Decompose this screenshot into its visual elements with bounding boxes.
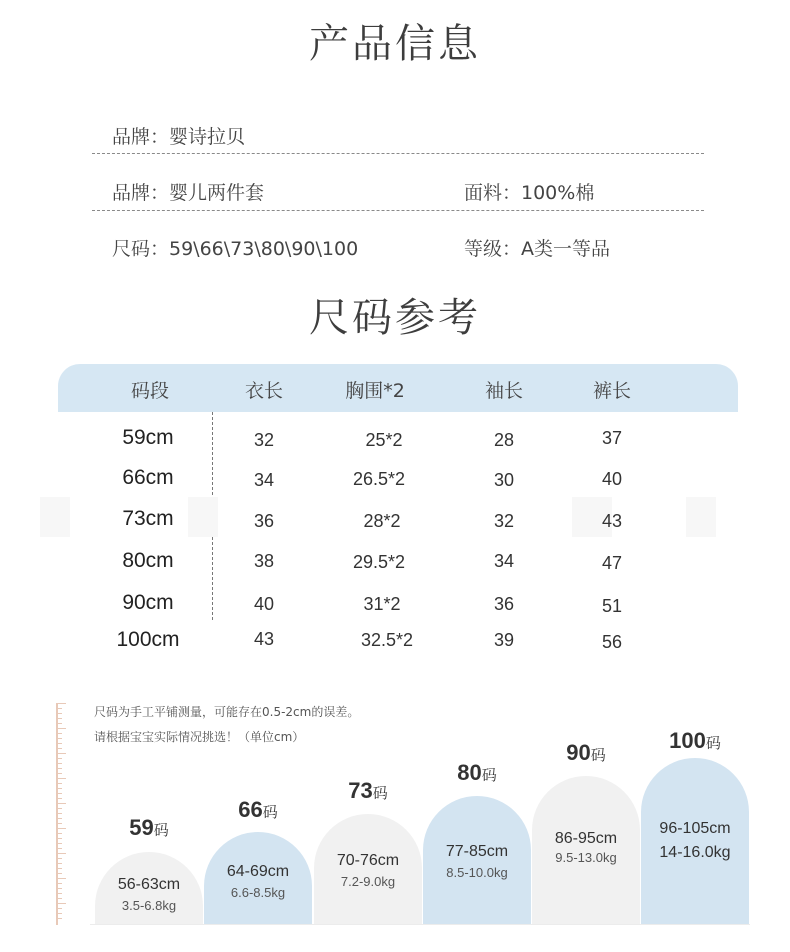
height-range: 56-63cm <box>117 876 181 893</box>
size-number: 73 <box>348 778 373 803</box>
weight-range: 7.2-9.0kg <box>340 874 396 889</box>
product-type-text: 品牌：婴儿两件套 <box>112 182 265 204</box>
ruler-tick <box>56 863 62 864</box>
ruler-tick <box>56 913 62 914</box>
ruler-tick <box>56 848 62 849</box>
ruler-tick <box>56 803 66 804</box>
size-cell: 80cm <box>122 549 174 572</box>
grade-text: 等级：A类一等品 <box>464 238 610 260</box>
ruler-tick <box>56 713 62 714</box>
size-unit: 码 <box>262 804 278 821</box>
size-number: 59 <box>129 815 154 840</box>
ruler-tick <box>56 798 62 799</box>
decoration <box>40 497 70 537</box>
divider <box>92 210 704 211</box>
divider <box>92 153 704 154</box>
ruler-tick <box>56 843 62 844</box>
size-pill-100 <box>641 758 749 924</box>
ruler-tick <box>56 738 62 739</box>
ruler-tick <box>56 858 62 859</box>
ruler <box>56 703 70 925</box>
ruler-tick <box>56 898 62 899</box>
ruler-tick <box>56 833 62 834</box>
ruler-tick <box>56 778 66 779</box>
chest-cell: 26.5*2 <box>352 469 406 489</box>
weight-range: 14-16.0kg <box>659 844 731 861</box>
length-cell: 40 <box>253 594 275 614</box>
ruler-tick <box>56 788 62 789</box>
ruler-tick <box>56 728 66 729</box>
size-number: 66 <box>238 797 263 822</box>
ruler-tick <box>56 753 66 754</box>
pants-cell: 40 <box>601 469 623 489</box>
ruler-tick <box>56 873 62 874</box>
ruler-tick <box>56 743 62 744</box>
ruler-tick <box>56 768 62 769</box>
size-unit: 码 <box>705 735 721 752</box>
size-reference-title: 尺码参考 <box>309 295 481 341</box>
ruler-tick <box>56 878 66 879</box>
size-label-90 <box>532 740 640 766</box>
pants-cell: 37 <box>601 428 623 448</box>
size-label-73 <box>314 778 422 804</box>
selection-note: 请根据宝宝实际情况挑选！（单位cm） <box>94 730 305 744</box>
fabric-text: 面料：100%棉 <box>464 182 595 204</box>
size-pill-66 <box>204 832 312 924</box>
weight-range: 3.5-6.8kg <box>121 898 177 913</box>
length-cell: 34 <box>253 470 275 490</box>
size-unit: 码 <box>153 822 169 839</box>
size-number: 90 <box>566 740 591 765</box>
height-range: 70-76cm <box>336 852 400 869</box>
ruler-tick <box>56 808 62 809</box>
ruler-tick <box>56 903 66 904</box>
ruler-tick <box>56 708 62 709</box>
size-pill-80 <box>423 796 531 924</box>
ruler-tick <box>56 868 62 869</box>
weight-range: 6.6-8.5kg <box>230 885 286 900</box>
sleeve-cell: 36 <box>493 594 515 614</box>
size-label-66 <box>204 797 312 823</box>
length-cell: 32 <box>253 430 275 450</box>
ruler-tick <box>56 763 62 764</box>
length-cell: 38 <box>253 551 275 571</box>
ruler-tick <box>56 773 62 774</box>
height-range: 77-85cm <box>445 843 509 860</box>
size-cell: 66cm <box>122 466 174 489</box>
ruler-tick <box>56 813 62 814</box>
size-table-header <box>58 364 738 412</box>
chart-baseline <box>90 924 750 925</box>
ruler-tick <box>56 883 62 884</box>
ruler-tick <box>56 718 62 719</box>
ruler-tick <box>56 828 66 829</box>
height-range: 96-105cm <box>659 820 731 837</box>
ruler-tick <box>56 703 66 704</box>
chest-cell: 28*2 <box>363 511 401 531</box>
size-label-59 <box>95 815 203 841</box>
size-number: 100 <box>669 728 706 753</box>
weight-range: 9.5-13.0kg <box>555 850 617 865</box>
ruler-tick <box>56 823 62 824</box>
weight-range: 8.5-10.0kg <box>446 865 508 880</box>
size-cell: 90cm <box>122 591 174 614</box>
product-info-title: 产品信息 <box>309 21 481 67</box>
column-header-sleeve: 袖长 <box>484 380 523 402</box>
chest-cell: 29.5*2 <box>352 552 406 572</box>
sleeve-cell: 34 <box>493 551 515 571</box>
size-cell: 73cm <box>122 507 174 530</box>
ruler-tick <box>56 793 62 794</box>
size-number: 80 <box>457 760 482 785</box>
ruler-tick <box>56 888 62 889</box>
column-header-pants: 裤长 <box>592 380 631 402</box>
pants-cell: 56 <box>601 632 623 652</box>
pants-cell: 43 <box>601 511 623 531</box>
ruler-tick <box>56 783 62 784</box>
length-cell: 36 <box>253 511 275 531</box>
measurement-note: 尺码为手工平铺测量，可能存在0.5-2cm的误差。 <box>94 705 360 719</box>
sleeve-cell: 30 <box>493 470 515 490</box>
size-cell: 59cm <box>122 426 174 449</box>
pants-cell: 47 <box>601 553 623 573</box>
brand-text: 品牌：婴诗拉贝 <box>112 126 246 148</box>
sleeve-cell: 28 <box>493 430 515 450</box>
ruler-tick <box>56 838 62 839</box>
size-label-100 <box>641 728 749 754</box>
sleeve-cell: 39 <box>493 630 515 650</box>
ruler-tick <box>56 758 62 759</box>
ruler-tick <box>56 918 62 919</box>
size-label-80 <box>423 760 531 786</box>
size-pill-73 <box>314 814 422 924</box>
pants-cell: 51 <box>601 596 623 616</box>
ruler-tick <box>56 893 62 894</box>
ruler-tick <box>56 733 62 734</box>
size-unit: 码 <box>590 747 606 764</box>
ruler-tick <box>56 748 62 749</box>
height-range: 86-95cm <box>554 830 618 847</box>
height-range: 64-69cm <box>226 863 290 880</box>
size-pill-90 <box>532 776 640 924</box>
decoration <box>686 497 716 537</box>
ruler-tick <box>56 723 62 724</box>
column-header-chest: 胸围*2 <box>345 380 405 402</box>
sleeve-cell: 32 <box>493 511 515 531</box>
ruler-tick <box>56 818 62 819</box>
column-header-size: 码段 <box>130 380 169 402</box>
chest-cell: 32.5*2 <box>360 630 414 650</box>
size-cell: 100cm <box>116 628 180 651</box>
chest-cell: 31*2 <box>363 594 401 614</box>
size-unit: 码 <box>372 785 388 802</box>
size-unit: 码 <box>481 767 497 784</box>
chest-cell: 25*2 <box>365 430 403 450</box>
length-cell: 43 <box>253 629 275 649</box>
column-header-length: 衣长 <box>244 380 283 402</box>
ruler-tick <box>56 853 66 854</box>
sizes-text: 尺码：59\66\73\80\90\100 <box>112 238 359 260</box>
size-pill-59 <box>95 852 203 924</box>
ruler-tick <box>56 908 62 909</box>
